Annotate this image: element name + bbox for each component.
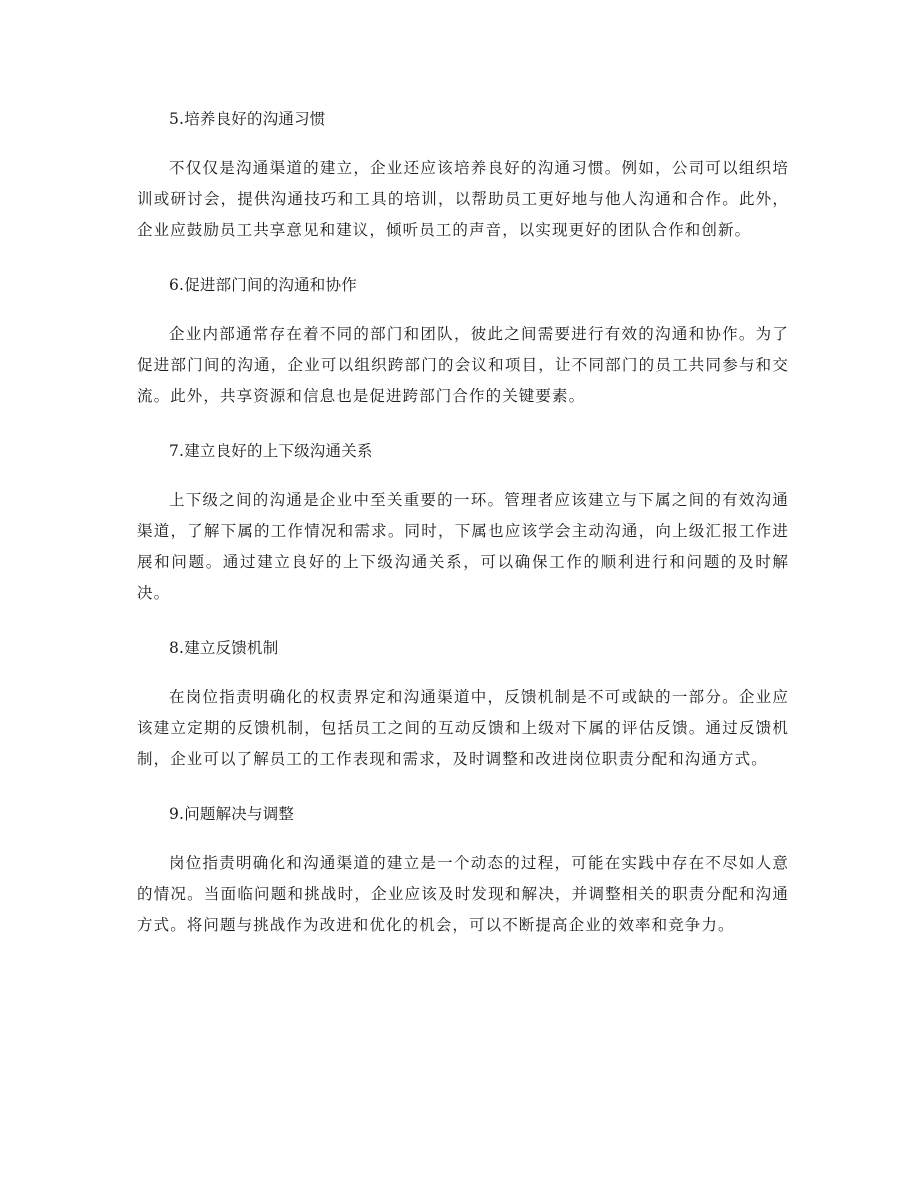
section-heading: 9.问题解决与调整 xyxy=(169,805,295,823)
section-paragraph: 在岗位指责明确化的权责界定和沟通渠道中，反馈机制是不可或缺的一部分。企业应该建立定期的反馈机制，包括员工之间的互动反馈和上级对下属的评估反馈。通过反馈机制，企业可以了解员工的工作表现和需求，及时调整和改进岗位职责分配和沟通方式。 xyxy=(137,688,789,768)
section-paragraph: 上下级之间的沟通是企业中至关重要的一环。管理者应该建立与下属之间的有效沟通渠道，了解下属的工作情况和需求。同时，下属也应该学会主动沟通，向上级汇报工作进展和问题。通过建立良好的上下级沟通关系，可以确保工作的顺利进行和问题的及时解决。 xyxy=(137,491,789,602)
section-heading: 8.建立反馈机制 xyxy=(169,639,279,657)
section-heading: 5.培养良好的沟通习惯 xyxy=(169,110,326,128)
section-5 xyxy=(137,100,789,246)
section-heading: 7.建立良好的上下级沟通关系 xyxy=(169,442,373,460)
section-paragraph: 岗位指责明确化和沟通渠道的建立是一个动态的过程，可能在实践中存在不尽如人意的情况。当面临问题和挑战时，企业应该及时发现和解决，并调整相关的职责分配和沟通方式。将问题与挑战作为改进和优化的机会，可以不断提高企业的效率和竞争力。 xyxy=(137,854,789,934)
section-heading: 6.促进部门间的沟通和协作 xyxy=(169,276,357,294)
section-8 xyxy=(137,629,789,775)
section-6 xyxy=(137,266,789,412)
section-paragraph: 不仅仅是沟通渠道的建立，企业还应该培养良好的沟通习惯。例如，公司可以组织培训或研讨会，提供沟通技巧和工具的培训，以帮助员工更好地与他人沟通和合作。此外，企业应鼓励员工共享意见和建议，倾听员工的声音，以实现更好的团队合作和创新。 xyxy=(137,159,789,239)
section-9 xyxy=(137,795,789,941)
section-paragraph: 企业内部通常存在着不同的部门和团队，彼此之间需要进行有效的沟通和协作。为了促进部门间的沟通，企业可以组织跨部门的会议和项目，让不同部门的员工共同参与和交流。此外，共享资源和信息也是促进跨部门合作的关键要素。 xyxy=(137,325,789,405)
document-body xyxy=(137,100,789,961)
section-7 xyxy=(137,432,789,609)
